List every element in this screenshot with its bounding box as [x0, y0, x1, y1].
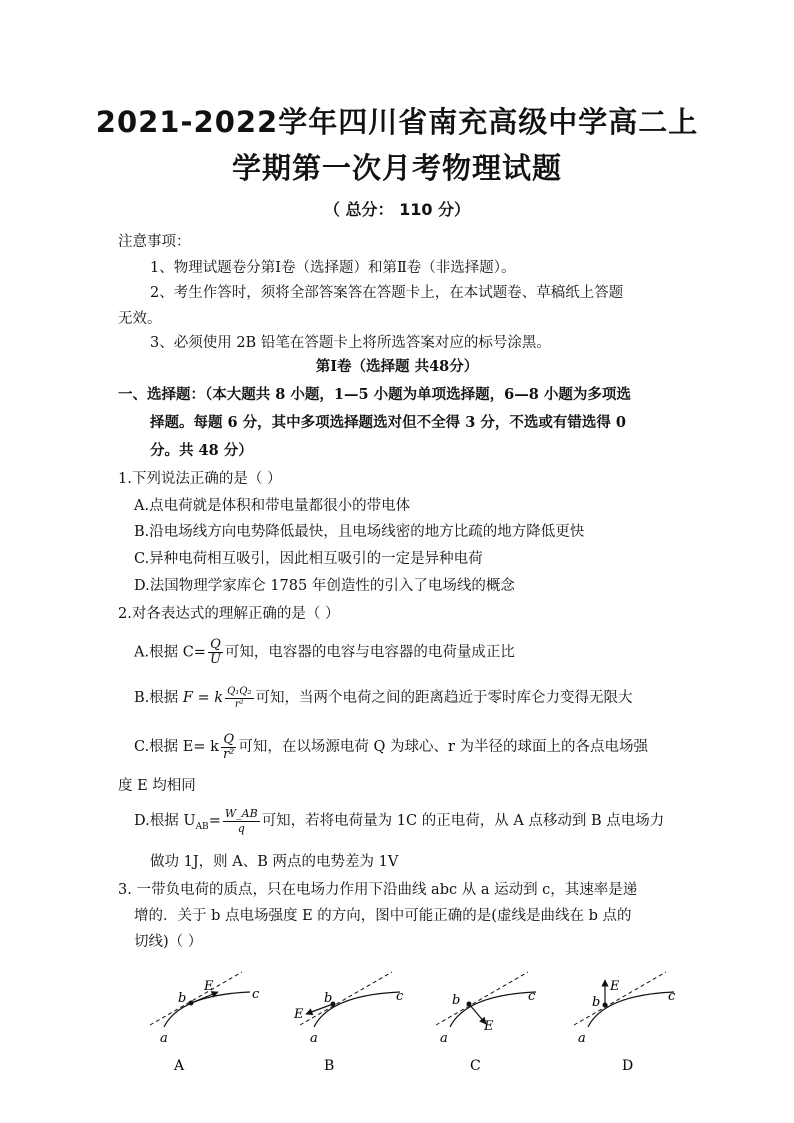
title-line-1: 2021-2022学年四川省南充高级中学高二上 [95, 105, 699, 139]
section-instructions-a: 一、选择题：（本大题共 8 小题，1—5 小题为单项选择题，6—8 小题为多项选 [118, 386, 631, 403]
q2-d-text: 可知，若将电荷量为 1C 的正电荷，从 A 点移动到 B 点电场力 [261, 813, 665, 829]
q1-option-d: D.法国物理学家库仑 1785 年创造性的引入了电场线的概念 [134, 578, 515, 594]
q2-d-den: q [237, 821, 245, 835]
q3-stem-c: 切线)（ ） [134, 934, 203, 950]
q2-d-fraction [223, 807, 260, 836]
q3-stem-b: 增的．关于 b 点电场强度 E 的方向，图中可能正确的是(虚线是曲线在 b 点的 [134, 908, 632, 924]
figure-label-d: D [622, 1058, 634, 1074]
section-instructions-b: 择题。每题 6 分，其中多项选择题选对但不全得 3 分，不选或有错选得 0 [150, 414, 627, 431]
q1-option-a: A.点电荷就是体积和带电量都很小的带电体 [134, 498, 411, 514]
q3-figure-c [436, 972, 536, 1074]
label-e: E [204, 979, 214, 994]
label-c: c [528, 989, 536, 1004]
total-score: （ 总分： 110 分） [323, 200, 471, 219]
q2-stem: 2.对各表达式的理解正确的是（ ） [118, 606, 340, 622]
notes-item-1: 1、物理试题卷分第Ⅰ卷（选择题）和第Ⅱ卷（非选择题）。 [150, 260, 516, 276]
q2-c-den: r² [222, 746, 235, 762]
q3-figure-a [150, 972, 260, 1074]
q3-figure-b [293, 972, 404, 1074]
label-b: b [592, 995, 601, 1010]
q2-b-text: 可知，当两个电荷之间的距离趋近于零时库仑力变得无限大 [255, 690, 633, 706]
notes-item-2b: 无效。 [118, 311, 162, 327]
q2-a-text: 可知，电容器的电容与电容器的电荷量成正比 [224, 644, 515, 661]
q1-stem: 1.下列说法正确的是（ ） [118, 471, 282, 487]
q2-option-a [134, 638, 515, 667]
figure-label-b: B [324, 1058, 335, 1074]
q2-b-formula: F = k [182, 690, 224, 706]
label-a: a [310, 1031, 318, 1046]
section-title: 第Ⅰ卷（选择题 共48分） [315, 358, 479, 375]
label-e: E [484, 1019, 494, 1034]
label-a: a [578, 1031, 586, 1046]
label-c: c [668, 989, 676, 1004]
title-line-2: 学期第一次月考物理试题 [231, 151, 562, 185]
q2-a-fraction [208, 638, 223, 667]
q2-d-eq: = [208, 813, 221, 829]
q2-d-num: W_AB [224, 806, 258, 820]
section-instructions-c: 分。共 48 分） [150, 442, 253, 459]
figure-label-c: C [470, 1058, 481, 1074]
q2-d-prefix: D.根据 U [134, 813, 196, 829]
q2-c-prefix: C.根据 E= k [134, 739, 219, 755]
q2-c-num: Q [223, 731, 234, 747]
q2-b-num: Q₁Q₂ [227, 685, 252, 697]
q2-c-text: 可知，在以场源电荷 Q 为球心、r 为半径的球面上的各点电场强 [238, 739, 649, 755]
label-b: b [178, 991, 187, 1006]
notes-heading: 注意事项： [118, 234, 191, 250]
tangent-line [574, 972, 666, 1025]
q2-option-d [134, 806, 664, 842]
label-c: c [396, 989, 404, 1004]
notes-item-3: 3、必须使用 2B 铅笔在答题卡上将所选答案对应的标号涂黑。 [150, 335, 551, 351]
label-b: b [452, 993, 461, 1008]
label-e: E [610, 979, 620, 994]
q2-option-d-continued: 做功 1J，则 A、B 两点的电势差为 1V [150, 854, 399, 870]
label-b: b [324, 991, 333, 1006]
tangent-line [150, 972, 242, 1025]
q2-b-fraction [225, 686, 253, 711]
q3-stem-a: 3. 一带负电荷的质点，只在电场力作用下沿曲线 abc 从 a 运动到 c，其速率是递 [118, 882, 638, 898]
q1-option-c: C.异种电荷相互吸引，因此相互吸引的一定是异种电荷 [134, 551, 483, 567]
q2-option-b [134, 683, 633, 713]
q2-d-sub: AB [195, 821, 209, 832]
q2-a-den: U [209, 652, 221, 667]
tangent-line [436, 972, 528, 1025]
tangent-line [300, 972, 392, 1025]
figure-label-a: A [174, 1058, 185, 1074]
q2-option-c-continued: 度 E 均相同 [118, 778, 196, 794]
q3-figures [0, 970, 794, 1090]
q3-figure-d [574, 972, 676, 1074]
q1-option-b: B.沿电场线方向电势降低最快，且电场线密的地方比疏的地方降低更快 [134, 524, 585, 540]
q2-b-prefix: B.根据 [134, 690, 179, 706]
q2-b-den: r² [234, 698, 244, 710]
notes-item-2a: 2、考生作答时，须将全部答案答在答题卡上，在本试题卷、草稿纸上答题 [150, 285, 624, 301]
label-a: a [440, 1031, 448, 1046]
q2-c-fraction [221, 733, 236, 762]
q2-a-prefix: A.根据 C= [134, 644, 206, 661]
q2-option-c [134, 732, 648, 762]
q2-a-num: Q [210, 637, 221, 652]
label-a: a [160, 1031, 168, 1046]
label-e: E [294, 1007, 304, 1022]
label-c: c [252, 987, 260, 1002]
